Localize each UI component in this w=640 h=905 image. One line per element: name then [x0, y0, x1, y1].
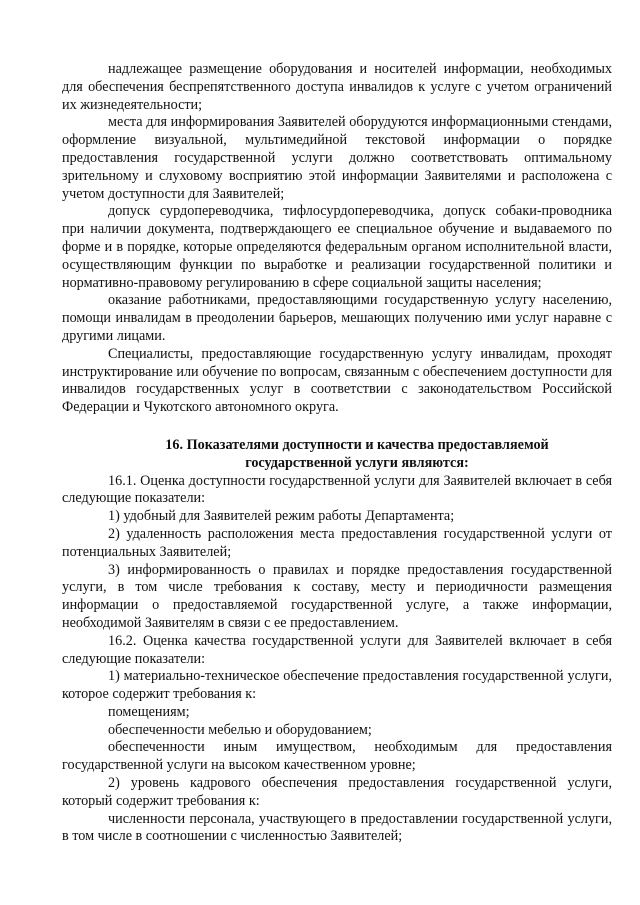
paragraph-accessibility-equipment: надлежащее размещение оборудования и носителей информации, необходимых для обеспечения беспрепятственного доступа инвалидов к услуге с учетом ограничений их жизнедеятельности; [62, 61, 612, 113]
paragraph-staff-assistance: оказание работниками, предоставляющими государственную услугу населению, помощи инвалидам в преодолении барьеров, мешающих получению ими услуг наравне с другими лицами. [62, 292, 612, 344]
paragraph-16-1: 16.1. Оценка доступности государственной услуги для Заявителей включает в себя следующие показатели: [62, 472, 612, 507]
section-heading-line-1: 16. Показателями доступности и качества предоставляемой [165, 436, 549, 453]
list-item-other-property: обеспеченности иным имуществом, необходимым для предоставления государственной услуги на высоком качественном уровне; [62, 739, 612, 774]
list-item-remoteness: 2) удаленность расположения места предоставления государственной услуги от потенциальных Заявителей; [62, 525, 612, 560]
list-item-staffing-level: 2) уровень кадрового обеспечения предоставления государственной услуги, который содержит требования к: [62, 775, 612, 809]
section-heading-line-2: государственной услуги являются: [245, 454, 469, 471]
list-item-furniture: обеспеченности мебелью и оборудованием; [108, 721, 372, 738]
list-item-work-schedule: 1) удобный для Заявителей режим работы Департамента; [108, 508, 455, 525]
paragraph-information-stands: места для информирования Заявителей оборудуются информационными стендами, оформление визуальной, мультимедийной текстовой информации о порядке предоставления государственной услуги должно соответствовать оптимальному зрительному и слуховому восприятию этой информации Заявителями и расположена с учетом доступности для Заявителей; [62, 114, 612, 202]
list-item-material-support: 1) материально-техническое обеспечение предоставления государственной услуги, которое содержит требования к: [62, 668, 612, 703]
list-item-awareness: 3) информированность о правилах и порядке предоставления государственной услуги, в том числе требования к составу, месту и периодичности размещения информации о предоставляемой государственной услуге, а также информации, необходимой Заявителям в связи с ее предоставлением. [62, 561, 612, 631]
document-page [62, 61, 612, 846]
paragraph-specialists-training: Специалисты, предоставляющие государственную услугу инвалидам, проходят инструктирование или обучение по вопросам, связанным с обеспечением доступности для инвалидов государственных услуг в соответствии с законодательством Российской Федерации и Чукотского автономного округа. [62, 345, 612, 416]
section-heading-16 [62, 437, 612, 473]
list-item-premises: помещениям; [108, 703, 190, 720]
list-item-staff-numbers: численности персонала, участвующего в предоставлении государственной услуги, в том числе в соотношении с численностью Заявителей; [62, 810, 612, 845]
paragraph-interpreter-guide-dog: допуск сурдопереводчика, тифлосурдопереводчика, допуск собаки-проводника при наличии документа, подтверждающего ее специальное обучение и выдаваемого по форме и в порядке, которые определяются федеральным органом исполнительной власти, осуществляющим функции по выработке и реализации государственной политики и нормативно-правовому регулированию в сфере социальной защиты населения; [62, 203, 612, 291]
paragraph-16-2: 16.2. Оценка качества государственной услуги для Заявителей включает в себя следующие показатели: [62, 632, 612, 667]
